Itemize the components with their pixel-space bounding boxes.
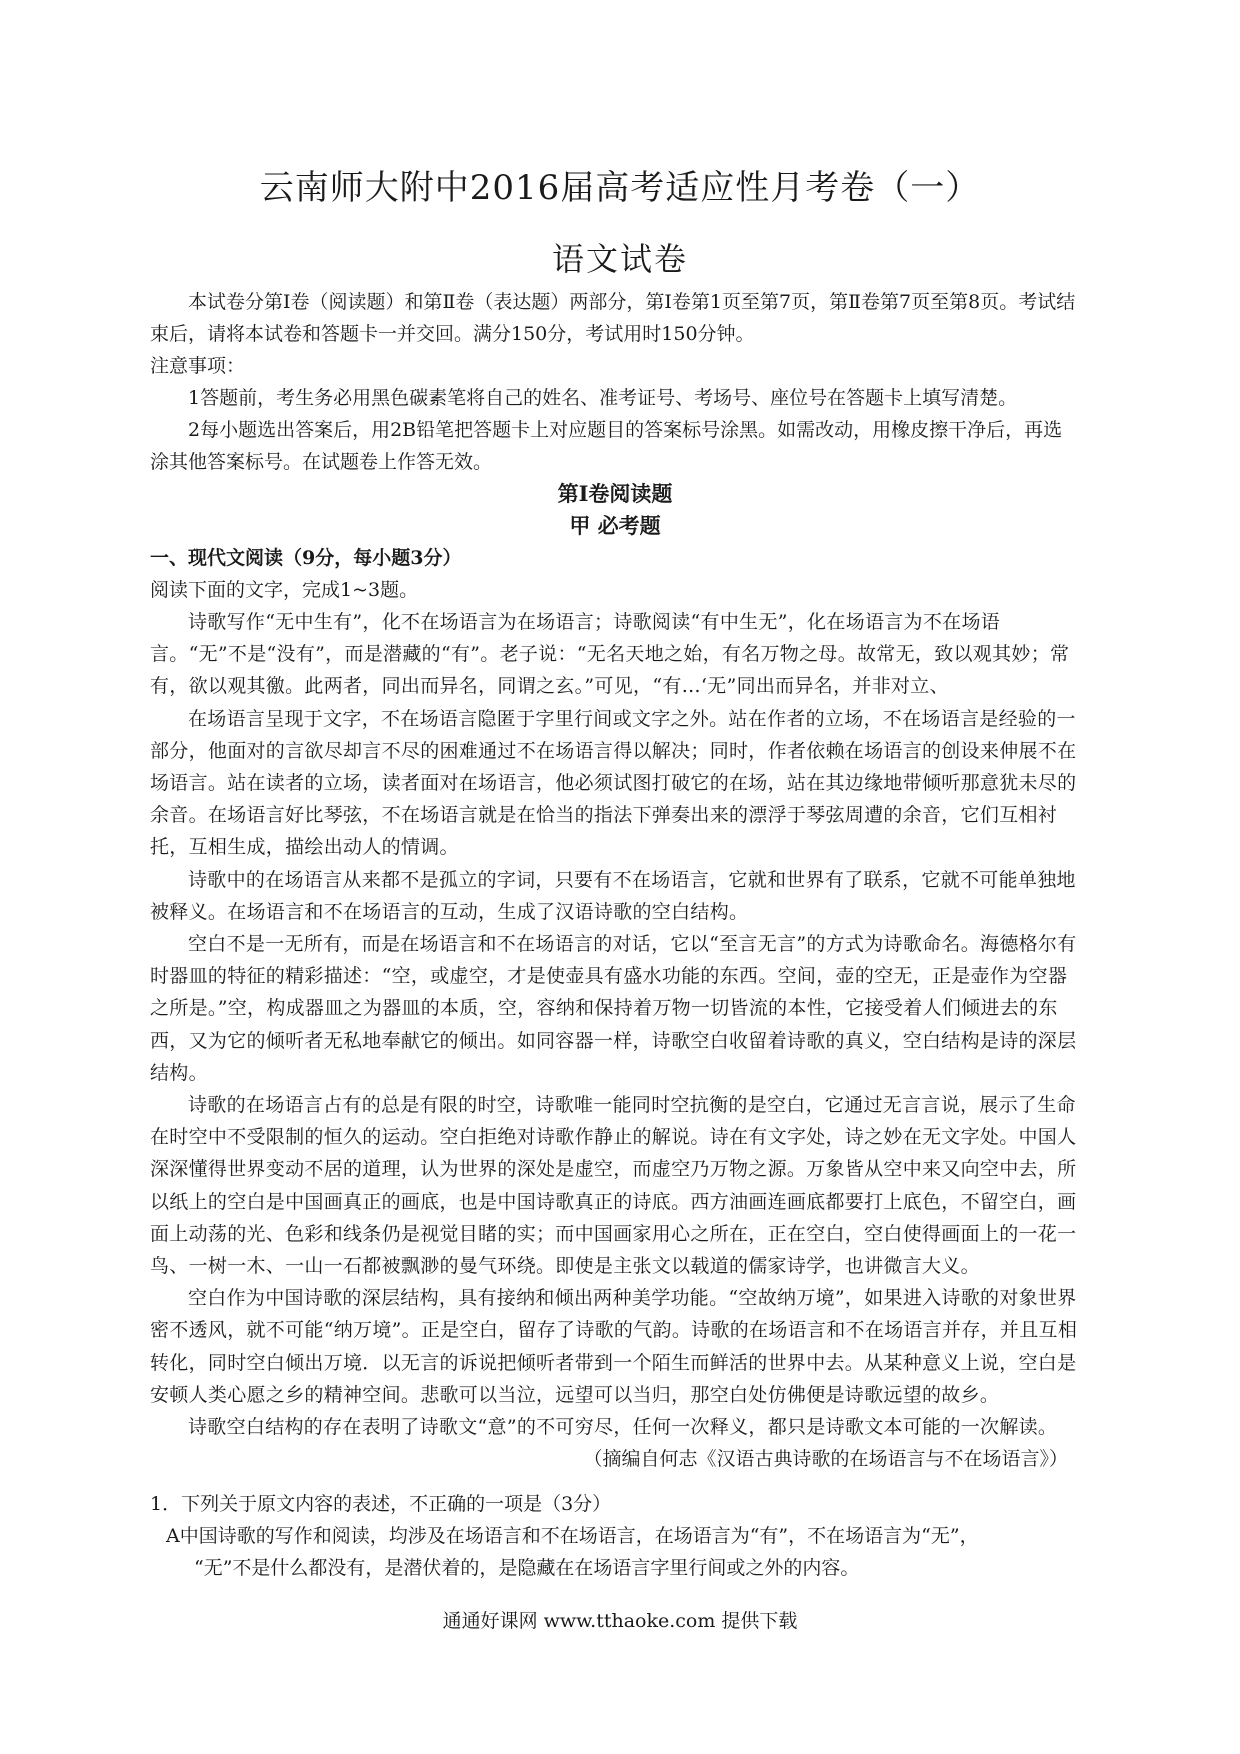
question-stem: 1．下列关于原文内容的表述，不正确的一项是（3分）: [150, 1493, 612, 1515]
page-subtitle: 语文试卷: [551, 240, 688, 278]
notice-label: 注意事项：: [150, 355, 246, 377]
passage-source: （摘编自何志《汉语古典诗歌的在场语言与不在场语言》）: [583, 1448, 1068, 1471]
reading-instruction: 阅读下面的文字，完成1~3题。: [150, 579, 419, 601]
passage-paragraph: 空白不是一无所有，而是在场语言和不在场语言的对话，它以“至言无言”的方式为诗歌命名。海德格尔有时器皿的特征的精彩描述：“空，或虚空，才是使壶具有盛水功能的东西。空间，壶的空无，正是壶作为空器之所是。”空，构成器皿之为器皿的本质，空，容纳和保持着万物一切皆流的本性，它接受着人们倾进去的东西，又为它的倾听者无私地奉献它的倾出。如同容器一样，诗歌空白收留着诗歌的真义，空白结构是诗的深层结构。: [150, 933, 1077, 1084]
option-a: A中国诗歌的写作和阅读，均涉及在场语言和不在场语言，在场语言为“有”，不在场语言为“无”，: [166, 1525, 979, 1547]
passage-paragraph: 诗歌空白结构的存在表明了诗歌文“意”的不可穷尽，任何一次释义，都只是诗歌文本可能的一次解读。: [188, 1416, 1058, 1439]
intro-paragraph: 本试卷分第Ⅰ卷（阅读题）和第Ⅱ卷（表达题）两部分，第Ⅰ卷第1页至第7页，第Ⅱ卷第7页至第8页。考试结束后，请将本试卷和答题卡一并交回。满分150分，考试用时150分钟。: [150, 291, 1076, 345]
part-title: 甲 必考题: [569, 513, 661, 538]
notice-item-2: 2每小题选出答案后，用2B铅笔把答题卡上对应题目的答案标号涂黑。如需改动，用橡皮擦干净后，再选涂其他答案标号。在试题卷上作答无效。: [150, 419, 1063, 473]
section-heading: 一、现代文阅读（9分，每小题3分）: [150, 547, 462, 569]
intro-block: [150, 286, 1080, 478]
page-title: 云南师大附中2016届高考适应性月考卷（一）: [259, 168, 981, 208]
option-a-continued: “无”不是什么都没有，是潜伏着的，是隐藏在在场语言字里行间或之外的内容。: [194, 1557, 860, 1579]
passage-paragraph: 诗歌的在场语言占有的总是有限的时空，诗歌唯一能同时空抗衡的是空白，它通过无言言说，展示了生命在时空中不受限制的恒久的运动。空白拒绝对诗歌作静止的解说。诗在有文字处，诗之妙在无文字处。中国人深深懂得世界变动不居的道理，认为世界的深处是虚空，而虚空乃万物之源。万象皆从空中来又向空中去，所以纸上的空白是中国画真正的画底，也是中国诗歌真正的诗底。西方油画连画底都要打上底色，不留空白，画面上动荡的光、色彩和线条仍是视觉目睹的实；而中国画家用心之所在，正在空白，空白使得画面上的一花一鸟、一树一木、一山一石都被飘渺的曼气环绕。即使是主张文以载道的儒家诗学，也讲微言大义。: [150, 1094, 1077, 1278]
passage-paragraph: 诗歌中的在场语言从来都不是孤立的字词，只要有不在场语言，它就和世界有了联系，它就不可能单独地被释义。在场语言和不在场语言的互动，生成了汉语诗歌的空白结构。: [150, 868, 1076, 923]
notice-item-1: 1答题前，考生务必用黑色碳素笔将自己的姓名、准考证号、考场号、座位号在答题卡上填写清楚。: [188, 387, 1018, 409]
passage-paragraph: 在场语言呈现于文字，不在场语言隐匿于字里行间或文字之外。站在作者的立场，不在场语言是经验的一部分，他面对的言欲尽却言不尽的困难通过不在场语言得以解决；同时，作者依赖在场语言的创设来伸展不在场语言。站在读者的立场，读者面对在场语言，他必须试图打破它的在场，站在其边缘地带倾听那意犹未尽的余音。在场语言好比琴弦，不在场语言就是在恰当的指法下弹奏出来的漂浮于琴弦周遭的余音，它们互相衬托，互相生成，描绘出动人的情调。: [150, 707, 1077, 859]
volume-title: 第Ⅰ卷阅读题: [557, 481, 673, 506]
passage-paragraph: 诗歌写作“无中生有”，化不在场语言为在场语言；诗歌阅读“有中生无”，化在场语言为不在场语言。“无”不是“没有”，而是潜藏的“有”。老子说：“无名天地之始，有名万物之母。故常无，致以观其妙；常有，欲以观其徼。此两者，同出而异名，同谓之玄。”可见，“有…‘无”同出而异名，并非对立、: [150, 611, 1070, 698]
page-footer: 通通好课网 www.tthaoke.com 提供下载: [442, 1610, 798, 1632]
passage-paragraph: 空白作为中国诗歌的深层结构，具有接纳和倾出两种美学功能。“空故纳万境”，如果进入诗歌的对象世界密不透风，就不可能“纳万境”。正是空白，留存了诗歌的气韵。诗歌的在场语言和不在场语言并存，并且互相转化，同时空白倾出万境．以无言的诉说把倾听者带到一个陌生而鲜活的世界中去。从某种意义上说，空白是安顿人类心愿之乡的精神空间。悲歌可以当泣，远望可以当归，那空白处仿佛便是诗歌远望的故乡。: [150, 1287, 1078, 1406]
question-1: [150, 1488, 1080, 1584]
reading-passage: [150, 606, 1080, 1475]
section-headings: [150, 478, 1080, 606]
